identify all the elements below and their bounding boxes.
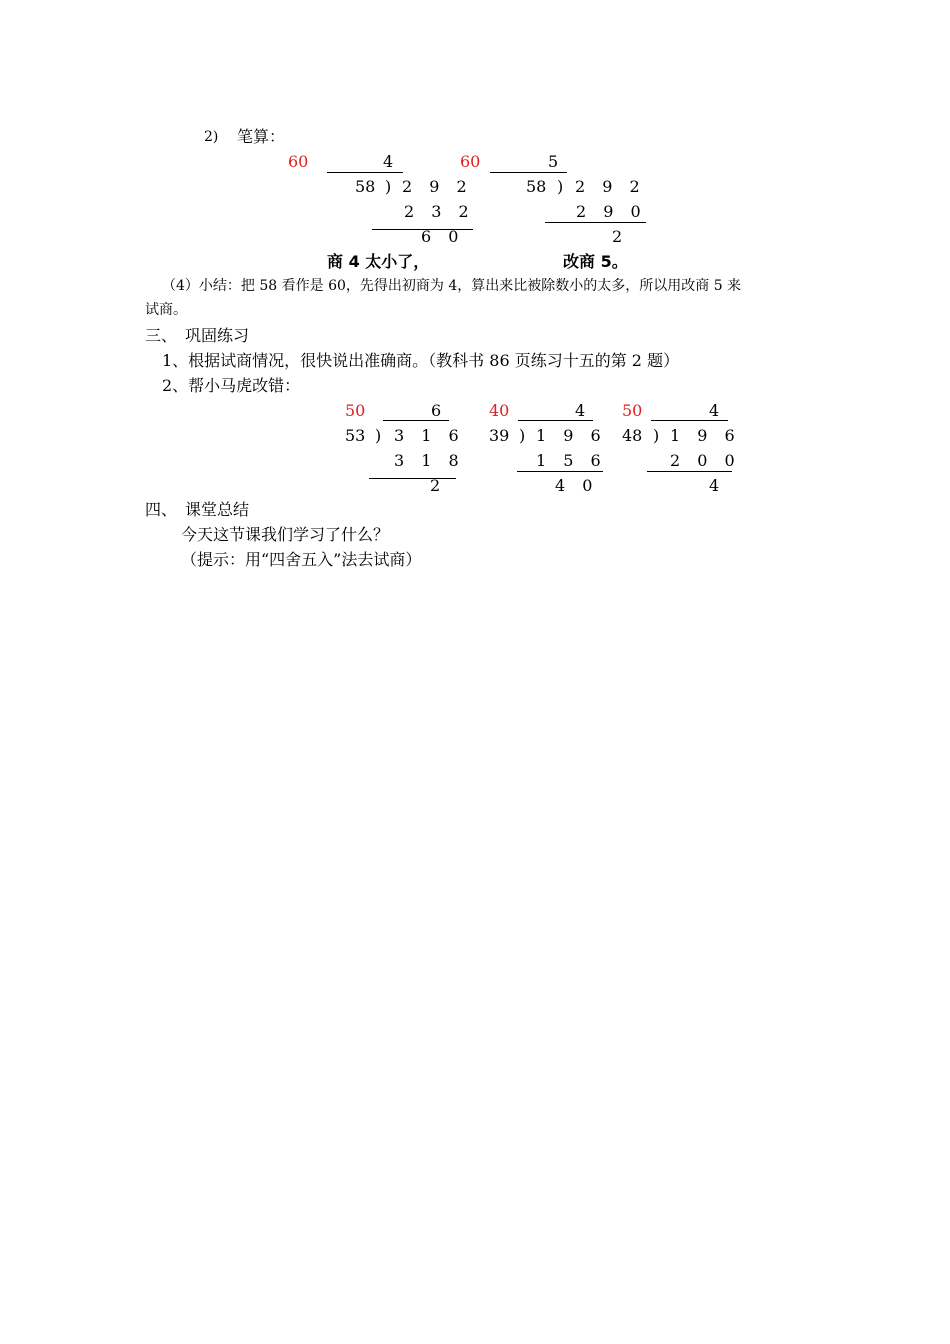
quotient-value: 4 [383,152,394,171]
division-bracket: ) [385,177,392,196]
divisor-value: 58 [355,177,376,196]
subtraction-line [647,471,732,472]
division-bracket: ) [557,177,564,196]
quotient-value: 6 [431,401,442,420]
summary-hint: （提示：用“四舍五入”法去试商） [181,550,422,569]
dividend-value: 2 9 2 [402,177,473,196]
product-value: 2 3 2 [404,202,475,221]
caption: 商 4 太小了， [327,252,430,271]
divisor-value: 58 [526,177,547,196]
dividend-value: 2 9 2 [575,177,646,196]
remainder-value: 4 0 [555,476,599,495]
remainder-value: 6 0 [421,227,465,246]
dividend-value: 1 9 6 [670,426,741,445]
dividend-value: 1 9 6 [536,426,607,445]
division-bracket: ) [653,426,660,445]
divisor-value: 48 [622,426,643,445]
quotient-line [383,420,449,421]
divisor-value: 53 [345,426,366,445]
division-bracket: ) [375,426,382,445]
product-value: 2 9 0 [576,202,647,221]
remainder-value: 4 [709,476,720,495]
quotient-line [490,172,567,173]
division-bracket: ) [519,426,526,445]
quotient-line [518,420,593,421]
item-title: 笔算： [237,127,286,146]
subtraction-line [517,471,603,472]
summary-line-1: （4）小结：把 58 看作是 60，先得出初商为 4，算出来比被除数小的太多，所以用改商 5 来 [162,278,742,294]
quotient-line [651,420,728,421]
item-number: 2) [204,129,219,145]
quotient-value: 4 [709,401,720,420]
caption: 改商 5。 [563,252,628,271]
product-value: 2 0 0 [670,451,741,470]
summary-line-2: 试商。 [145,302,187,318]
estimate-value: 60 [460,152,481,171]
remainder-value: 2 [430,476,441,495]
subtraction-line [369,478,456,479]
product-value: 3 1 8 [394,451,465,470]
quotient-line [327,172,403,173]
subtraction-line [545,222,646,223]
product-value: 1 5 6 [536,451,607,470]
summary-question: 今天这节课我们学习了什么？ [181,525,390,544]
estimate-value: 50 [345,401,366,420]
section-3-heading: 三、 巩固练习 [145,326,250,345]
estimate-value: 60 [288,152,309,171]
divisor-value: 39 [489,426,510,445]
dividend-value: 3 1 6 [394,426,465,445]
remainder-value: 2 [612,227,623,246]
estimate-value: 40 [489,401,510,420]
section-3-item-2: 2、帮小马虎改错： [162,376,301,395]
section-4-heading: 四、 课堂总结 [145,500,250,519]
estimate-value: 50 [622,401,643,420]
quotient-value: 5 [548,152,559,171]
section-3-item-1: 1、根据试商情况，很快说出准确商。（教科书 86 页练习十五的第 2 题） [162,351,680,370]
quotient-value: 4 [575,401,586,420]
